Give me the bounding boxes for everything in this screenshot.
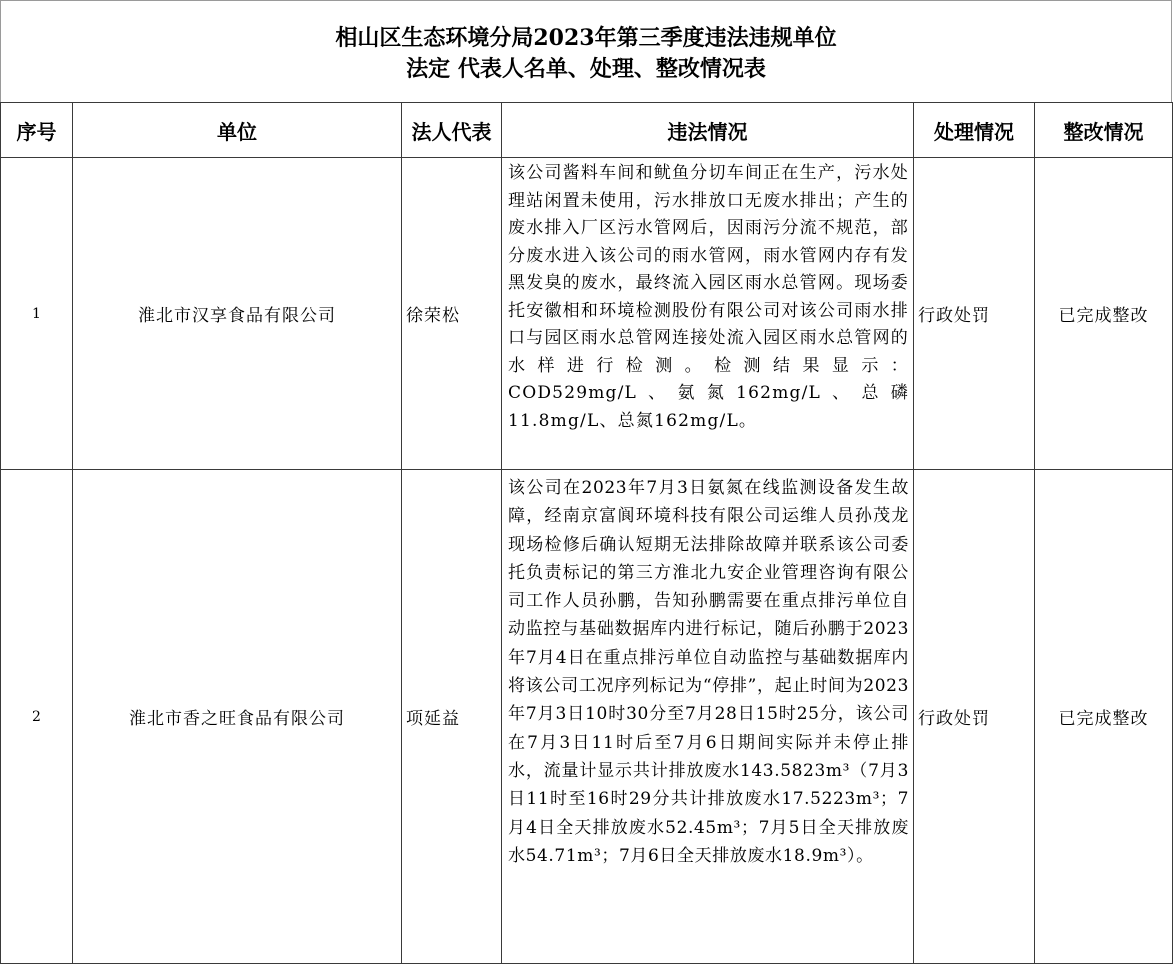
document-title-line-2: 法定 代表人名单、处理、整改情况表 [406,56,766,82]
row-rectification: 已完成整改 [1035,158,1173,470]
header-legal-rep: 法人代表 [402,103,502,158]
row-rectification: 已完成整改 [1035,470,1173,964]
row-legal-rep: 项延益 [402,470,502,964]
row-unit: 淮北市香之旺食品有限公司 [73,470,402,964]
row-action: 行政处罚 [914,158,1035,470]
header-action: 处理情况 [914,103,1035,158]
document-title-block [0,0,1172,102]
header-unit: 单位 [73,103,402,158]
header-rectification: 整改情况 [1035,103,1173,158]
row-violation: 该公司酱料车间和鱿鱼分切车间正在生产，污水处理站闲置未使用，污水排放口无废水排出；产生的废水排入厂区污水管网后，因雨污分流不规范，部分废水进入该公司的雨水管网，雨水管网内存有发黑发臭的废水，最终流入园区雨水总管网。现场委托安徽相和环境检测股份有限公司对该公司雨水排口与园区雨水总管网连接处流入园区雨水总管网的水样进行检测。检测结果显示：COD529mg/L、氨氮162mg/L、总磷11.8mg/L、总氮162mg/L。 [502,158,914,470]
row-legal-rep: 徐荣松 [402,158,502,470]
row-index: 2 [1,470,73,964]
table-row [1,470,1173,964]
row-action: 行政处罚 [914,470,1035,964]
header-index: 序号 [1,103,73,158]
row-index: 1 [1,158,73,470]
row-unit: 淮北市汉享食品有限公司 [73,158,402,470]
table-row [1,158,1173,470]
document-title-line-1: 相山区生态环境分局2023年第三季度违法违规单位 [335,25,837,51]
table-header-row [1,103,1173,158]
header-violation: 违法情况 [502,103,914,158]
violations-table [0,102,1173,964]
row-violation: 该公司在2023年7月3日氨氮在线监测设备发生故障，经南京富阆环境科技有限公司运维人员孙茂龙现场检修后确认短期无法排除故障并联系该公司委托负责标记的第三方淮北九安企业管理咨询有限公司工作人员孙鹏，告知孙鹏需要在重点排污单位自动监控与基础数据库内进行标记，随后孙鹏于2023年7月4日在重点排污单位自动监控与基础数据库内将该公司工况序列标记为“停排”，起止时间为2023年7月3日10时30分至7月28日15时25分，该公司在7月3日11时后至7月6日期间实际并未停止排水，流量计显示共计排放废水143.5823m³（7月3日11时至16时29分共计排放废水17.5223m³；7月4日全天排放废水52.45m³；7月5日全天排放废水54.71m³；7月6日全天排放废水18.9m³）。 [502,470,914,964]
